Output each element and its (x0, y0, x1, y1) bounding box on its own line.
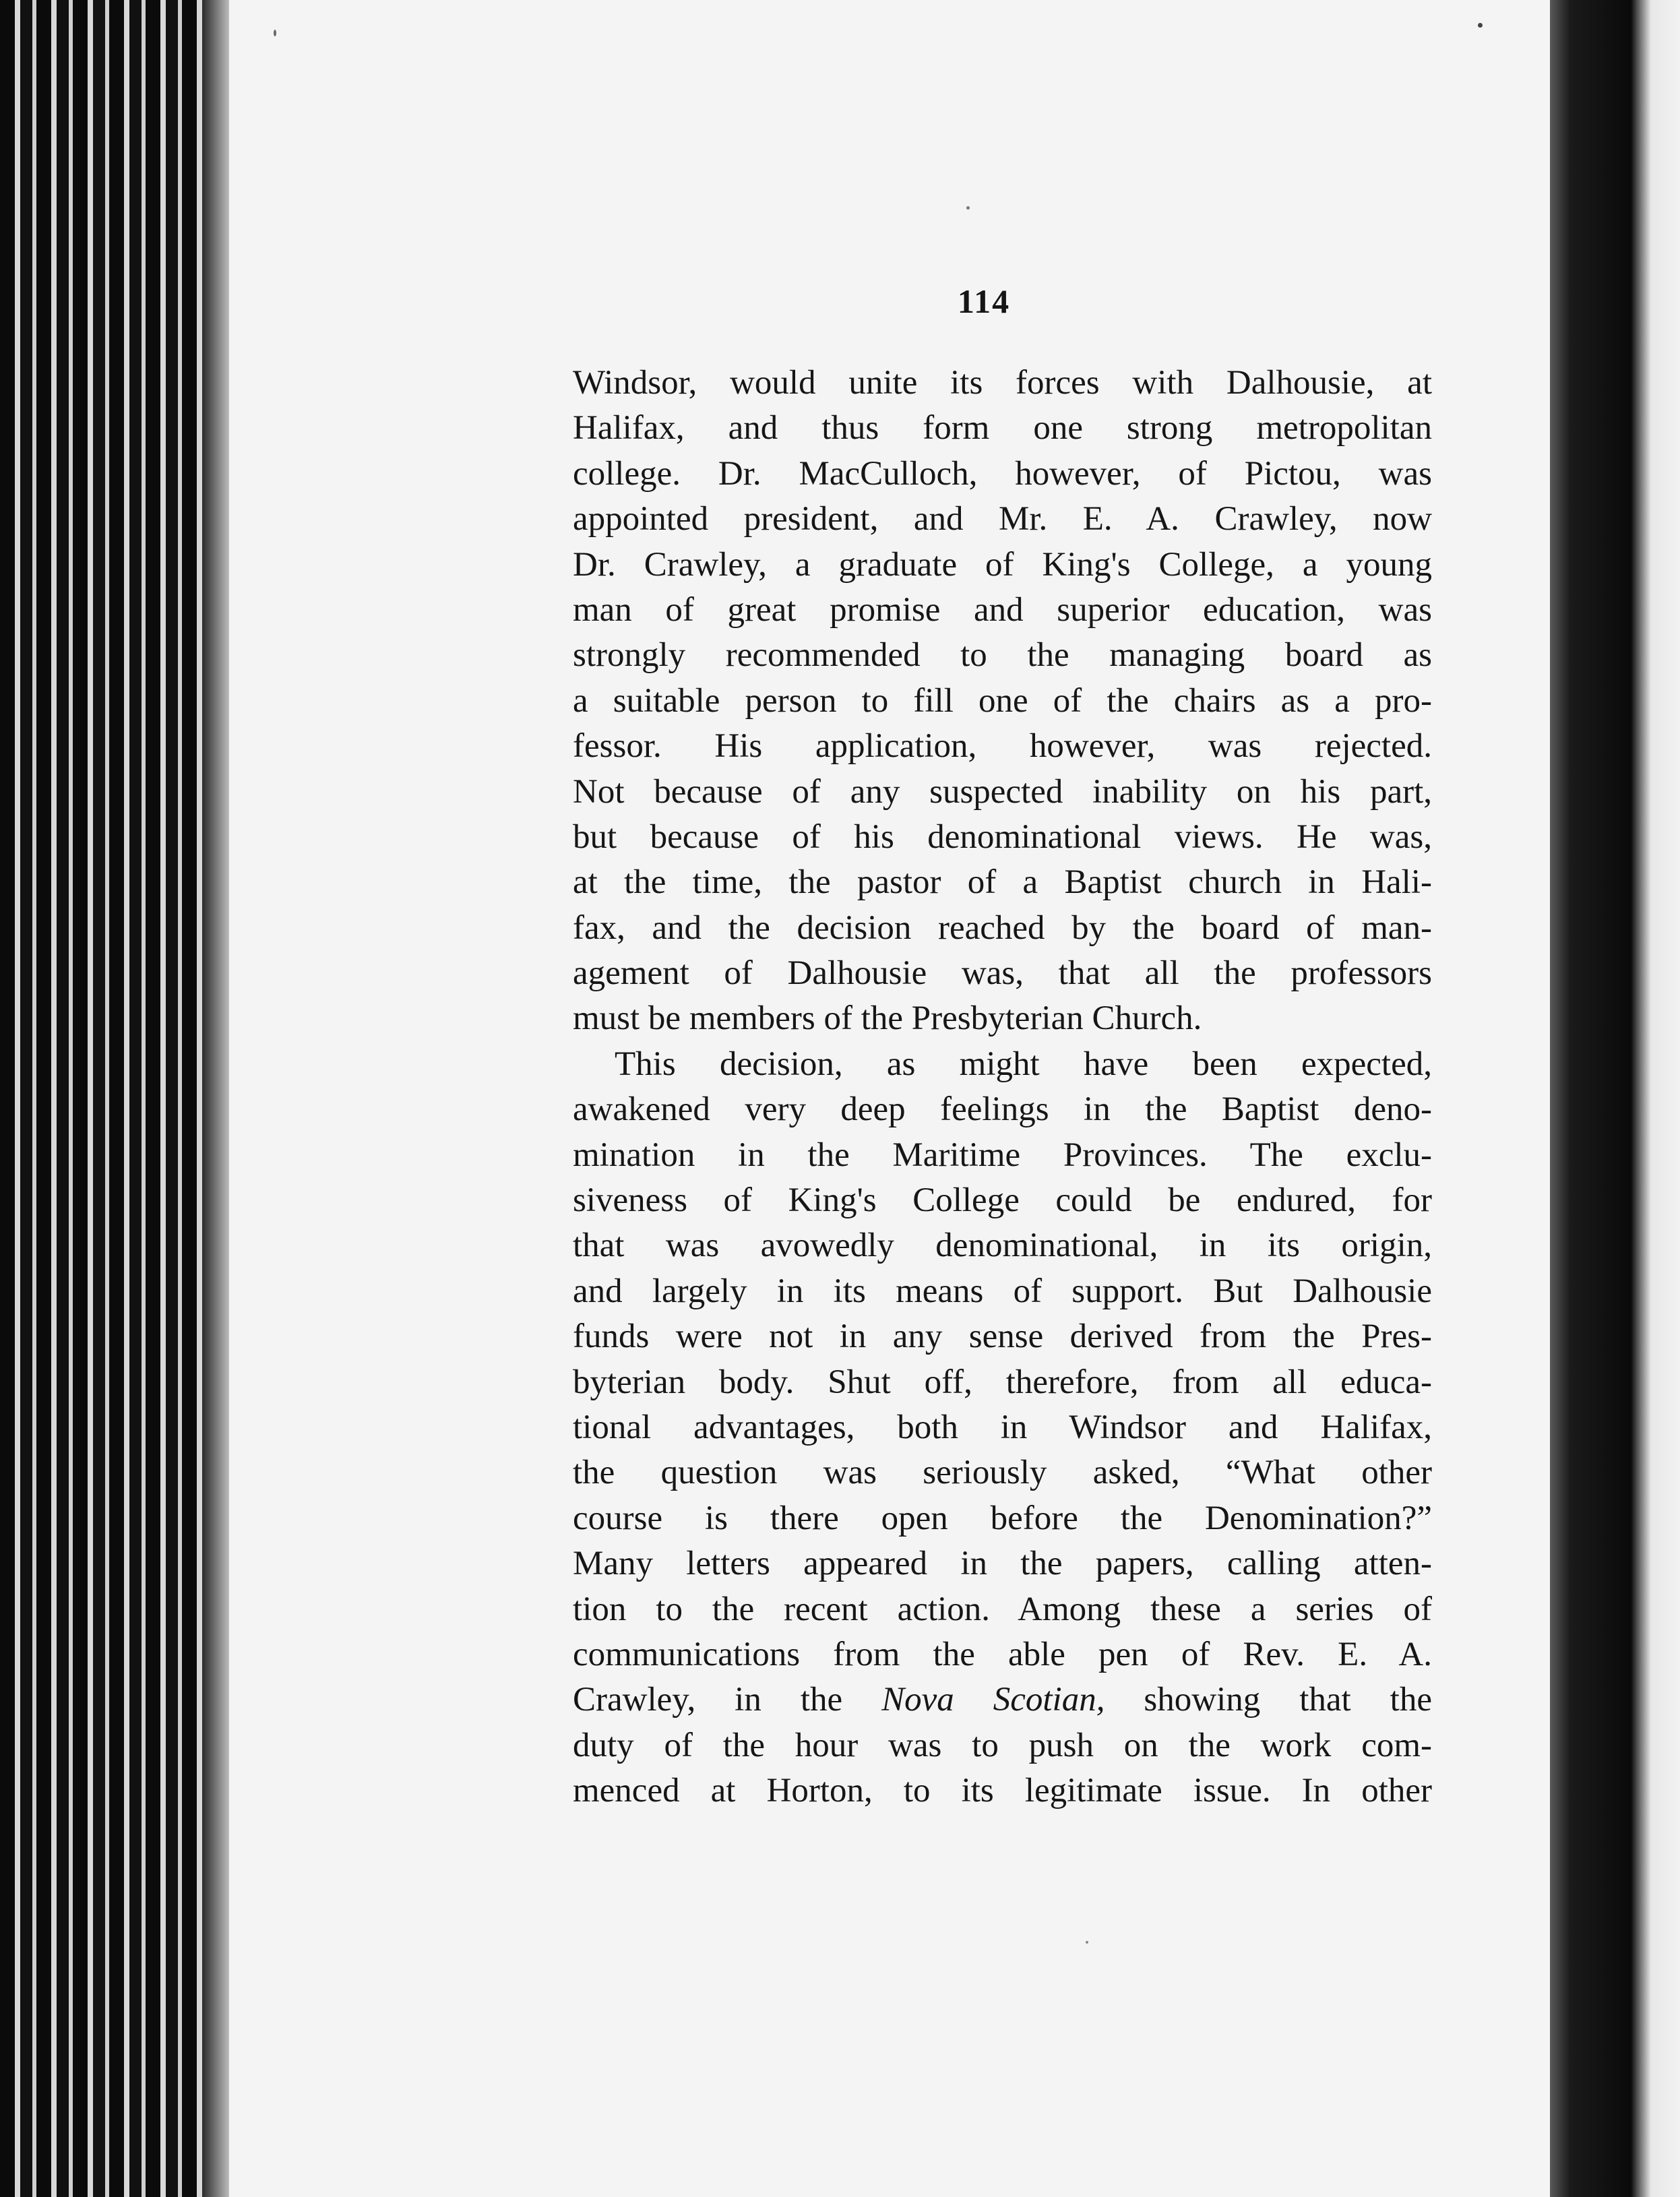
page-number: 114 (957, 282, 1011, 320)
text-line: college. Dr. MacCulloch, however, of Pictou, was (573, 454, 1432, 493)
text-line: and largely in its means of support. But Dalhousie (573, 1272, 1432, 1310)
text-line: course is there open before the Denomination?” (573, 1499, 1432, 1537)
periodical-title: Nova Scotian, (881, 1681, 1105, 1719)
paper-speck (966, 206, 970, 210)
text-line: communications from the able pen of Rev. E. A. (573, 1635, 1432, 1673)
text-line: strongly recommended to the managing board as (573, 636, 1432, 675)
text-line: This decision, as might have been expected, (615, 1045, 1432, 1083)
text-line: appointed president, and Mr. E. A. Crawley, now (573, 500, 1432, 538)
text-line: man of great promise and superior education, was (573, 590, 1432, 629)
text-line: but because of his denominational views. He was, (573, 817, 1432, 856)
book-page-edges (0, 0, 229, 2197)
text-line: awakened very deep feelings in the Baptist deno- (573, 1090, 1432, 1129)
book-binding-shadow (1550, 0, 1680, 2197)
text-line: Many letters appeared in the papers, calling atten- (573, 1545, 1432, 1583)
body-text (573, 361, 1432, 1814)
text-segment: Crawley, in the (573, 1681, 882, 1719)
text-line: must be members of the Presbyterian Church. (573, 999, 1202, 1038)
text-line: byterian body. Shut off, therefore, from all educa- (573, 1363, 1432, 1401)
text-line: fax, and the decision reached by the board of man- (573, 908, 1432, 947)
text-line: tion to the recent action. Among these a series of (573, 1590, 1432, 1628)
text-line: funds were not in any sense derived from the Pres- (573, 1318, 1432, 1356)
text-line: agement of Dalhousie was, that all the professors (573, 954, 1432, 993)
text-line: Not because of any suspected inability on his part, (573, 772, 1432, 811)
text-line: at the time, the pastor of a Baptist church in Hali- (573, 863, 1432, 902)
text-line: fessor. His application, however, was rejected. (573, 727, 1432, 766)
text-segment: showing that the (1105, 1681, 1432, 1719)
text-line: siveness of King's College could be endured, for (573, 1181, 1432, 1220)
paper-speck (1478, 23, 1483, 28)
text-line: menced at Horton, to its legitimate issue. In other (573, 1772, 1432, 1810)
text-line: Dr. Crawley, a graduate of King's College, a young (573, 545, 1432, 584)
paper-speck (274, 30, 276, 36)
paper-speck (1086, 1941, 1088, 1944)
text-line: that was avowedly denominational, in its origin, (573, 1227, 1432, 1265)
text-line: the question was seriously asked, “What other (573, 1454, 1432, 1492)
text-line: duty of the hour was to push on the work com- (573, 1726, 1432, 1764)
text-line: Halifax, and thus form one strong metropolitan (573, 409, 1432, 447)
text-line: Windsor, would unite its forces with Dalhousie, at (573, 364, 1432, 402)
text-line (573, 1677, 1432, 1723)
text-line: a suitable person to fill one of the chairs as a pro- (573, 681, 1432, 720)
text-line: mination in the Maritime Provinces. The exclu- (573, 1136, 1432, 1174)
text-line: tional advantages, both in Windsor and Halifax, (573, 1408, 1432, 1446)
